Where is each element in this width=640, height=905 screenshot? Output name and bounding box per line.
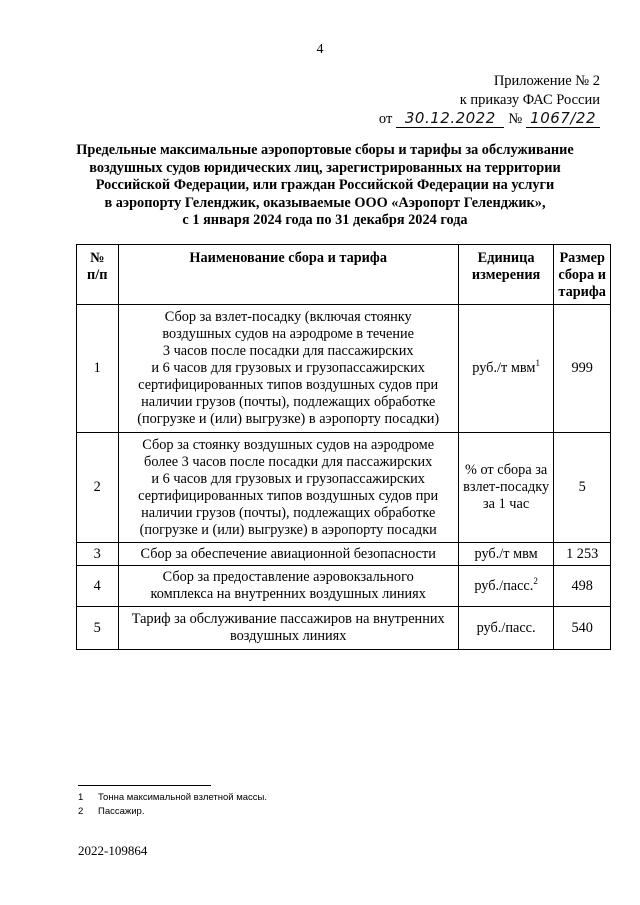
table-row — [77, 305, 611, 433]
table-row — [77, 543, 611, 566]
row-number: 3 — [77, 543, 119, 566]
header-number: № п/п — [77, 245, 119, 305]
footnote-mark: 1 — [78, 792, 84, 803]
header-unit: Единица измерения — [458, 245, 553, 305]
row-unit: руб./пасс. — [458, 607, 553, 650]
row-number: 2 — [77, 433, 119, 543]
row-unit: руб./т мвм — [458, 543, 553, 566]
header-name: Наименование сбора и тарифа — [118, 245, 458, 305]
row-name: Сбор за обеспечение авиационной безопасности — [118, 543, 458, 566]
row-number: 5 — [77, 607, 119, 650]
appendix-date-number — [379, 110, 600, 129]
footnote — [78, 805, 267, 819]
table-header-row — [77, 245, 611, 305]
fees-table — [76, 244, 611, 650]
row-unit: руб./т мвм$^1$ — [458, 305, 553, 433]
header-size: Размер сбора и тарифа — [554, 245, 611, 305]
document-title — [60, 142, 590, 230]
table-row — [77, 433, 611, 543]
row-size: 5 — [554, 433, 611, 543]
handwritten-order-number: 1067/22 — [526, 110, 600, 128]
title-line: Российской Федерации, или граждан Российской Федерации на услуги — [95, 177, 555, 194]
row-unit: руб./пасс.$^2$ — [458, 566, 553, 607]
table-row — [77, 607, 611, 650]
title-line: в аэропорту Геленджик, оказываемые ООО «Аэропорт Геленджик», — [104, 194, 546, 211]
row-size: 1 253 — [554, 543, 611, 566]
title-line: Предельные максимальные аэропортовые сборы и тарифы за обслуживание — [76, 142, 574, 158]
footnote-ref: 2 — [533, 575, 538, 586]
appendix-block — [379, 72, 600, 129]
footnotes — [78, 791, 267, 819]
from-label: от — [378, 111, 393, 127]
row-name: Сбор за стоянку воздушных судов на аэродроме более 3 часов после посадки для пассажирских и 6 часов для грузовых и грузопассажирских сертифицированных типов воздушных судов при наличии грузов (почты), подлежащих обработке (погрузке и (или) выгрузке) в аэропорту посадки — [118, 433, 458, 543]
page-number: 4 — [316, 42, 324, 57]
row-name: Тариф за обслуживание пассажиров на внутренних воздушных линиях — [118, 607, 458, 650]
footnote-text: Пассажир. — [98, 806, 145, 817]
footnote-ref: 1 — [535, 358, 540, 369]
row-size: 540 — [554, 607, 611, 650]
appendix-order-ref: к приказу ФАС России — [459, 92, 600, 108]
row-size: 498 — [554, 566, 611, 607]
table-row — [77, 566, 611, 607]
footnote — [78, 791, 267, 805]
title-line: воздушных судов юридических лиц, зарегистрированных на территории — [89, 159, 561, 176]
row-name: Сбор за взлет-посадку (включая стоянку воздушных судов на аэродроме в течение 3 часов после посадки для пассажирских и 6 часов для грузовых и грузопассажирских сертифицированных типов воздушных судов при наличии грузов (почты), подлежащих обработке (погрузке и (или) выгрузке) в аэропорту посадки) — [118, 305, 458, 433]
row-size: 999 — [554, 305, 611, 433]
row-name: Сбор за предоставление аэровокзального комплекса на внутренних воздушных линиях — [118, 566, 458, 607]
row-number: 4 — [77, 566, 119, 607]
title-line: с 1 января 2024 года по 31 декабря 2024 года — [182, 212, 468, 229]
row-unit: % от сбора за взлет-посадку за 1 час — [458, 433, 553, 543]
document-code: 2022-109864 — [78, 843, 148, 858]
appendix-title: Приложение № 2 — [493, 73, 600, 89]
footnote-divider — [78, 785, 211, 786]
footnote-mark: 2 — [78, 806, 84, 817]
row-number: 1 — [77, 305, 119, 433]
footnote-text: Тонна максимальной взлетной массы. — [98, 792, 267, 803]
handwritten-date: 30.12.2022 — [396, 110, 504, 128]
number-label: № — [508, 111, 523, 127]
